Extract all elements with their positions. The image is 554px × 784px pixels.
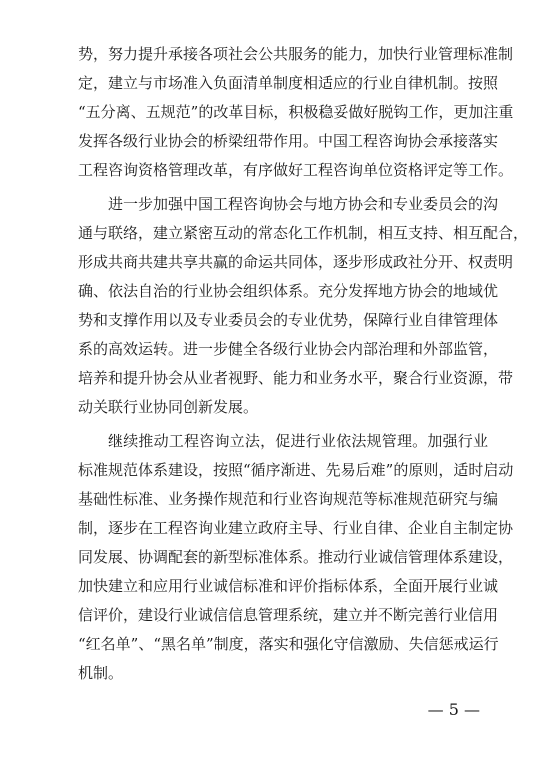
text-line: 制，逐步在工程咨询业建立政府主导、行业自律、企业自主制定协 (78, 519, 514, 537)
text-line: “五分离、五规范”的改革目标，积极稳妥做好脱钩工作，更加注重 (78, 103, 514, 121)
paragraph-1 (78, 40, 514, 185)
text-line: 信评价，建设行业诚信信息管理系统，建立并不断完善行业信用 (78, 606, 499, 624)
paragraph-3 (78, 427, 514, 688)
paragraph-2 (78, 190, 529, 422)
text-line: 势和支撑作用以及专业委员会的专业优势，保障行业自律管理体 (78, 311, 499, 329)
text-line: 标准规范体系建设，按照“循序渐进、先易后难”的原则，适时启动 (78, 461, 514, 479)
text-line: 机制。 (78, 664, 124, 682)
text-line: 培养和提升协会从业者视野、能力和业务水平，聚合行业资源，带 (78, 369, 514, 387)
text-line: 动关联行业协同创新发展。 (78, 398, 259, 416)
text-line: 通与联络，建立紧密互动的常态化工作机制，相互支持、相互配合， (78, 224, 529, 242)
text-line: 基础性标准、业务操作规范和行业咨询规范等标准规范研究与编 (78, 490, 499, 508)
text-line: 定，建立与市场准入负面清单制度相适应的行业自律机制。按照 (78, 74, 499, 92)
text-line: 继续推动工程咨询立法，促进行业依法规管理。加强行业 (108, 432, 488, 450)
text-line: 工程咨询资格管理改革，有序做好工程咨询单位资格评定等工作。 (78, 161, 514, 179)
text-line: 加快建立和应用行业诚信标准和评价指标体系，全面开展行业诚 (78, 577, 499, 595)
text-line: 同发展、协调配套的新型标准体系。推动行业诚信管理体系建设， (78, 548, 514, 566)
text-line: 形成共商共建共享共赢的命运共同体，逐步形成政社分开、权责明 (78, 253, 514, 271)
text-line: 势，努力提升承接各项社会公共服务的能力，加快行业管理标准制 (78, 45, 514, 63)
body-text (78, 40, 529, 693)
page-number: — 5 — (427, 700, 480, 719)
text-line: 确、依法自治的行业协会组织体系。充分发挥地方协会的地域优 (78, 282, 499, 300)
text-line: 发挥各级行业协会的桥梁纽带作用。中国工程咨询协会承接落实 (78, 132, 499, 150)
text-line: “红名单”、“黑名单”制度，落实和强化守信激励、失信惩戒运行 (78, 635, 499, 653)
text-line: 系的高效运转。进一步健全各级行业协会内部治理和外部监管， (78, 340, 499, 358)
text-line: 进一步加强中国工程咨询协会与地方协会和专业委员会的沟 (108, 195, 499, 213)
